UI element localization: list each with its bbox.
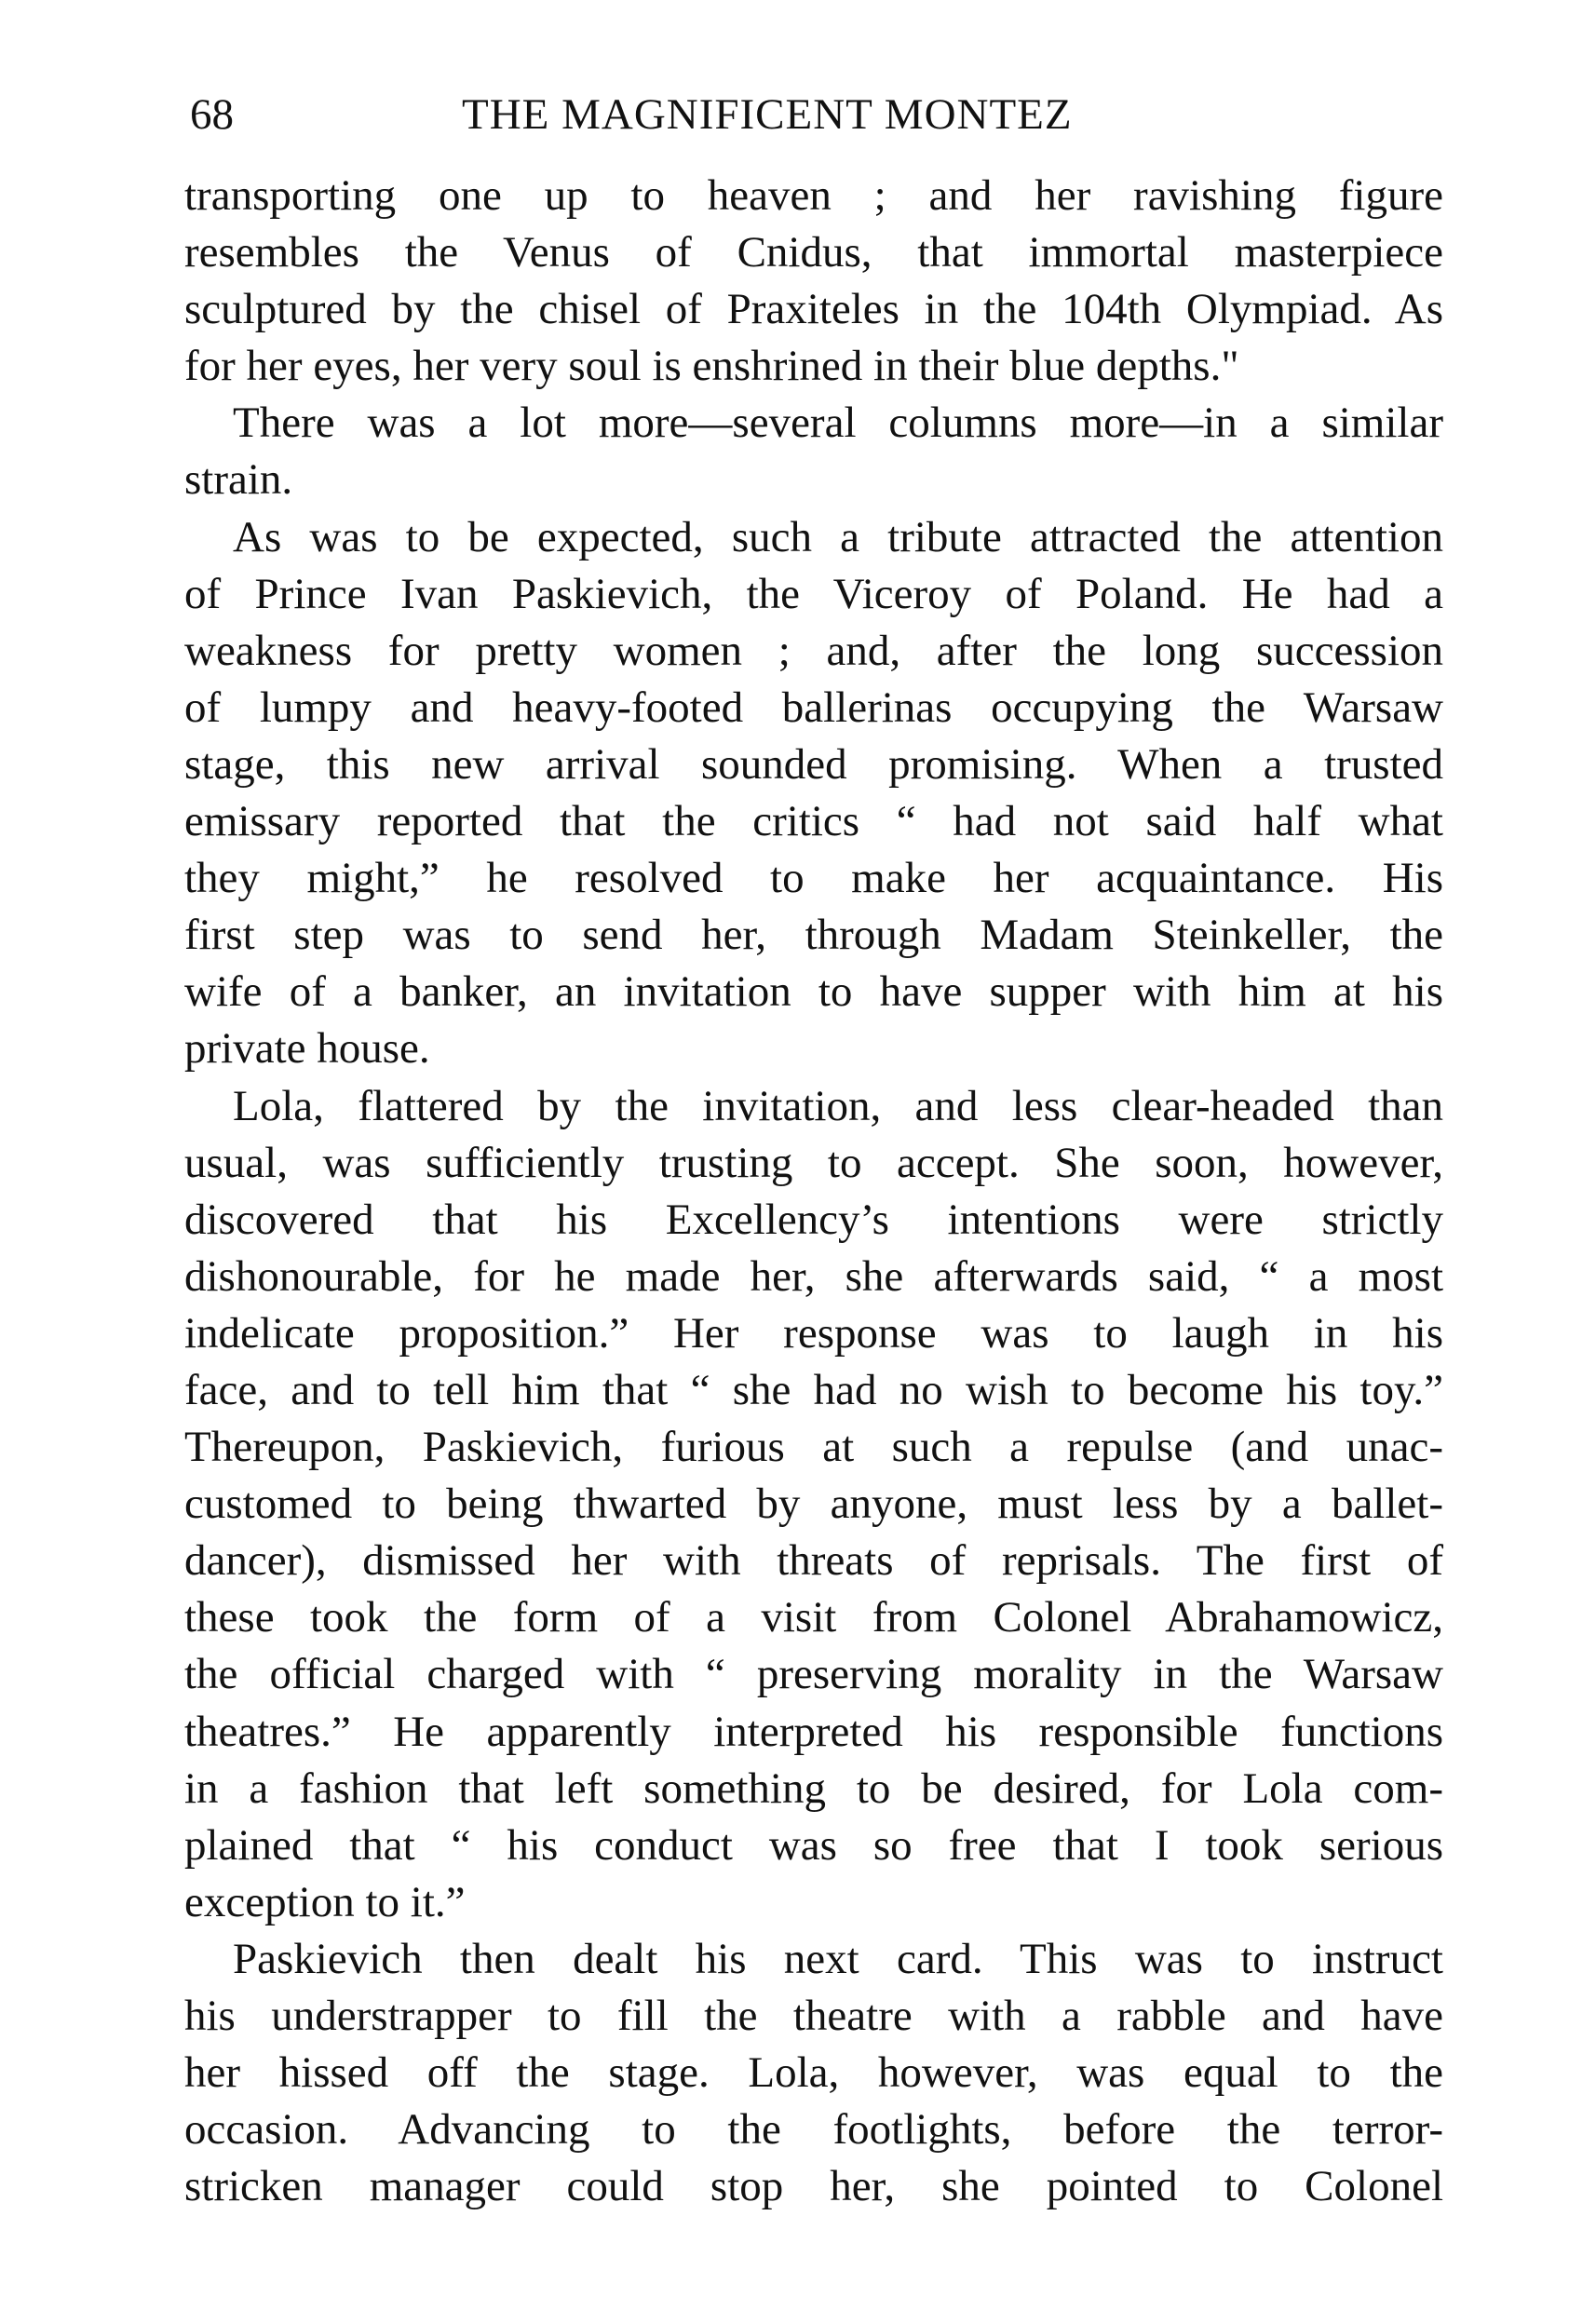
text-line: usual, was sufficiently trusting to accept. She soon, however, [184, 1138, 1443, 1187]
text-line: these took the form of a visit from Colonel Abrahamowicz, [184, 1593, 1443, 1642]
text-line: exception to it.” [184, 1877, 466, 1926]
body-text [184, 168, 1443, 2215]
text-line: dishonourable, for he made her, she afterwards said, “ a most [184, 1251, 1443, 1301]
text-line: they might,” he resolved to make her acquaintance. His [184, 854, 1443, 903]
text-line: face, and to tell him that “ she had no wish to become his toy.” [184, 1365, 1443, 1414]
text-line: of lumpy and heavy-footed ballerinas occupying the Warsaw [184, 682, 1443, 732]
text-line: occasion. Advancing to the footlights, before the terror- [184, 2105, 1443, 2155]
text-line: wife of a banker, an invitation to have supper with him at his [184, 967, 1443, 1017]
page-header [190, 82, 1447, 147]
text-line: stage, this new arrival sounded promising. When a trusted [184, 739, 1443, 789]
text-line: discovered that his Excellency’s intentions were strictly [184, 1195, 1443, 1244]
running-head: THE MAGNIFICENT MONTEZ [462, 90, 1073, 139]
text-line: Lola, flattered by the invitation, and less clear-headed than [233, 1081, 1443, 1130]
text-line: sculptured by the chisel of Praxiteles in the 104th Olympiad. As [184, 285, 1443, 334]
text-line: There was a lot more—several columns more—in a similar [233, 399, 1443, 448]
text-line: his understrapper to fill the theatre with a rabble and have [184, 1992, 1443, 2040]
text-line: Thereupon, Paskievich, furious at such a repulse (and unac- [184, 1423, 1443, 1472]
text-line: plained that “ his conduct was so free that I took serious [184, 1820, 1443, 1870]
text-line: emissary reported that the critics “ had not said half what [184, 797, 1443, 846]
text-line: the official charged with “ preserving morality in the Warsaw [184, 1650, 1443, 1699]
page-number: 68 [190, 90, 234, 139]
text-line: first step was to send her, through Madam Steinkeller, the [184, 911, 1443, 960]
text-line: Paskievich then dealt his next card. This was to instruct [233, 1934, 1443, 1983]
text-line: customed to being thwarted by anyone, must less by a ballet- [184, 1480, 1443, 1529]
text-line: in a fashion that left something to be desired, for Lola com- [184, 1763, 1443, 1813]
text-line: transporting one up to heaven ; and her ravishing figure [184, 171, 1443, 220]
text-line: dancer), dismissed her with threats of reprisals. The first of [184, 1536, 1443, 1586]
text-line: As was to be expected, such a tribute attracted the attention [233, 512, 1443, 561]
text-line: weakness for pretty women ; and, after the long succession [184, 626, 1443, 675]
text-line: indelicate proposition.” Her response was to laugh in his [184, 1308, 1443, 1358]
text-line: stricken manager could stop her, she pointed to Colonel [184, 2162, 1443, 2211]
text-line: strain. [184, 455, 293, 505]
text-line: theatres.” He apparently interpreted his responsible functions [184, 1707, 1443, 1756]
text-line: resembles the Venus of Cnidus, that immortal masterpiece [184, 228, 1443, 277]
text-line: of Prince Ivan Paskievich, the Viceroy of Poland. He had a [184, 569, 1443, 618]
text-line: for her eyes, her very soul is enshrined in their blue depths." [184, 342, 1239, 391]
text-line: private house. [184, 1024, 430, 1074]
text-line: her hissed off the stage. Lola, however, was equal to the [184, 2048, 1443, 2098]
